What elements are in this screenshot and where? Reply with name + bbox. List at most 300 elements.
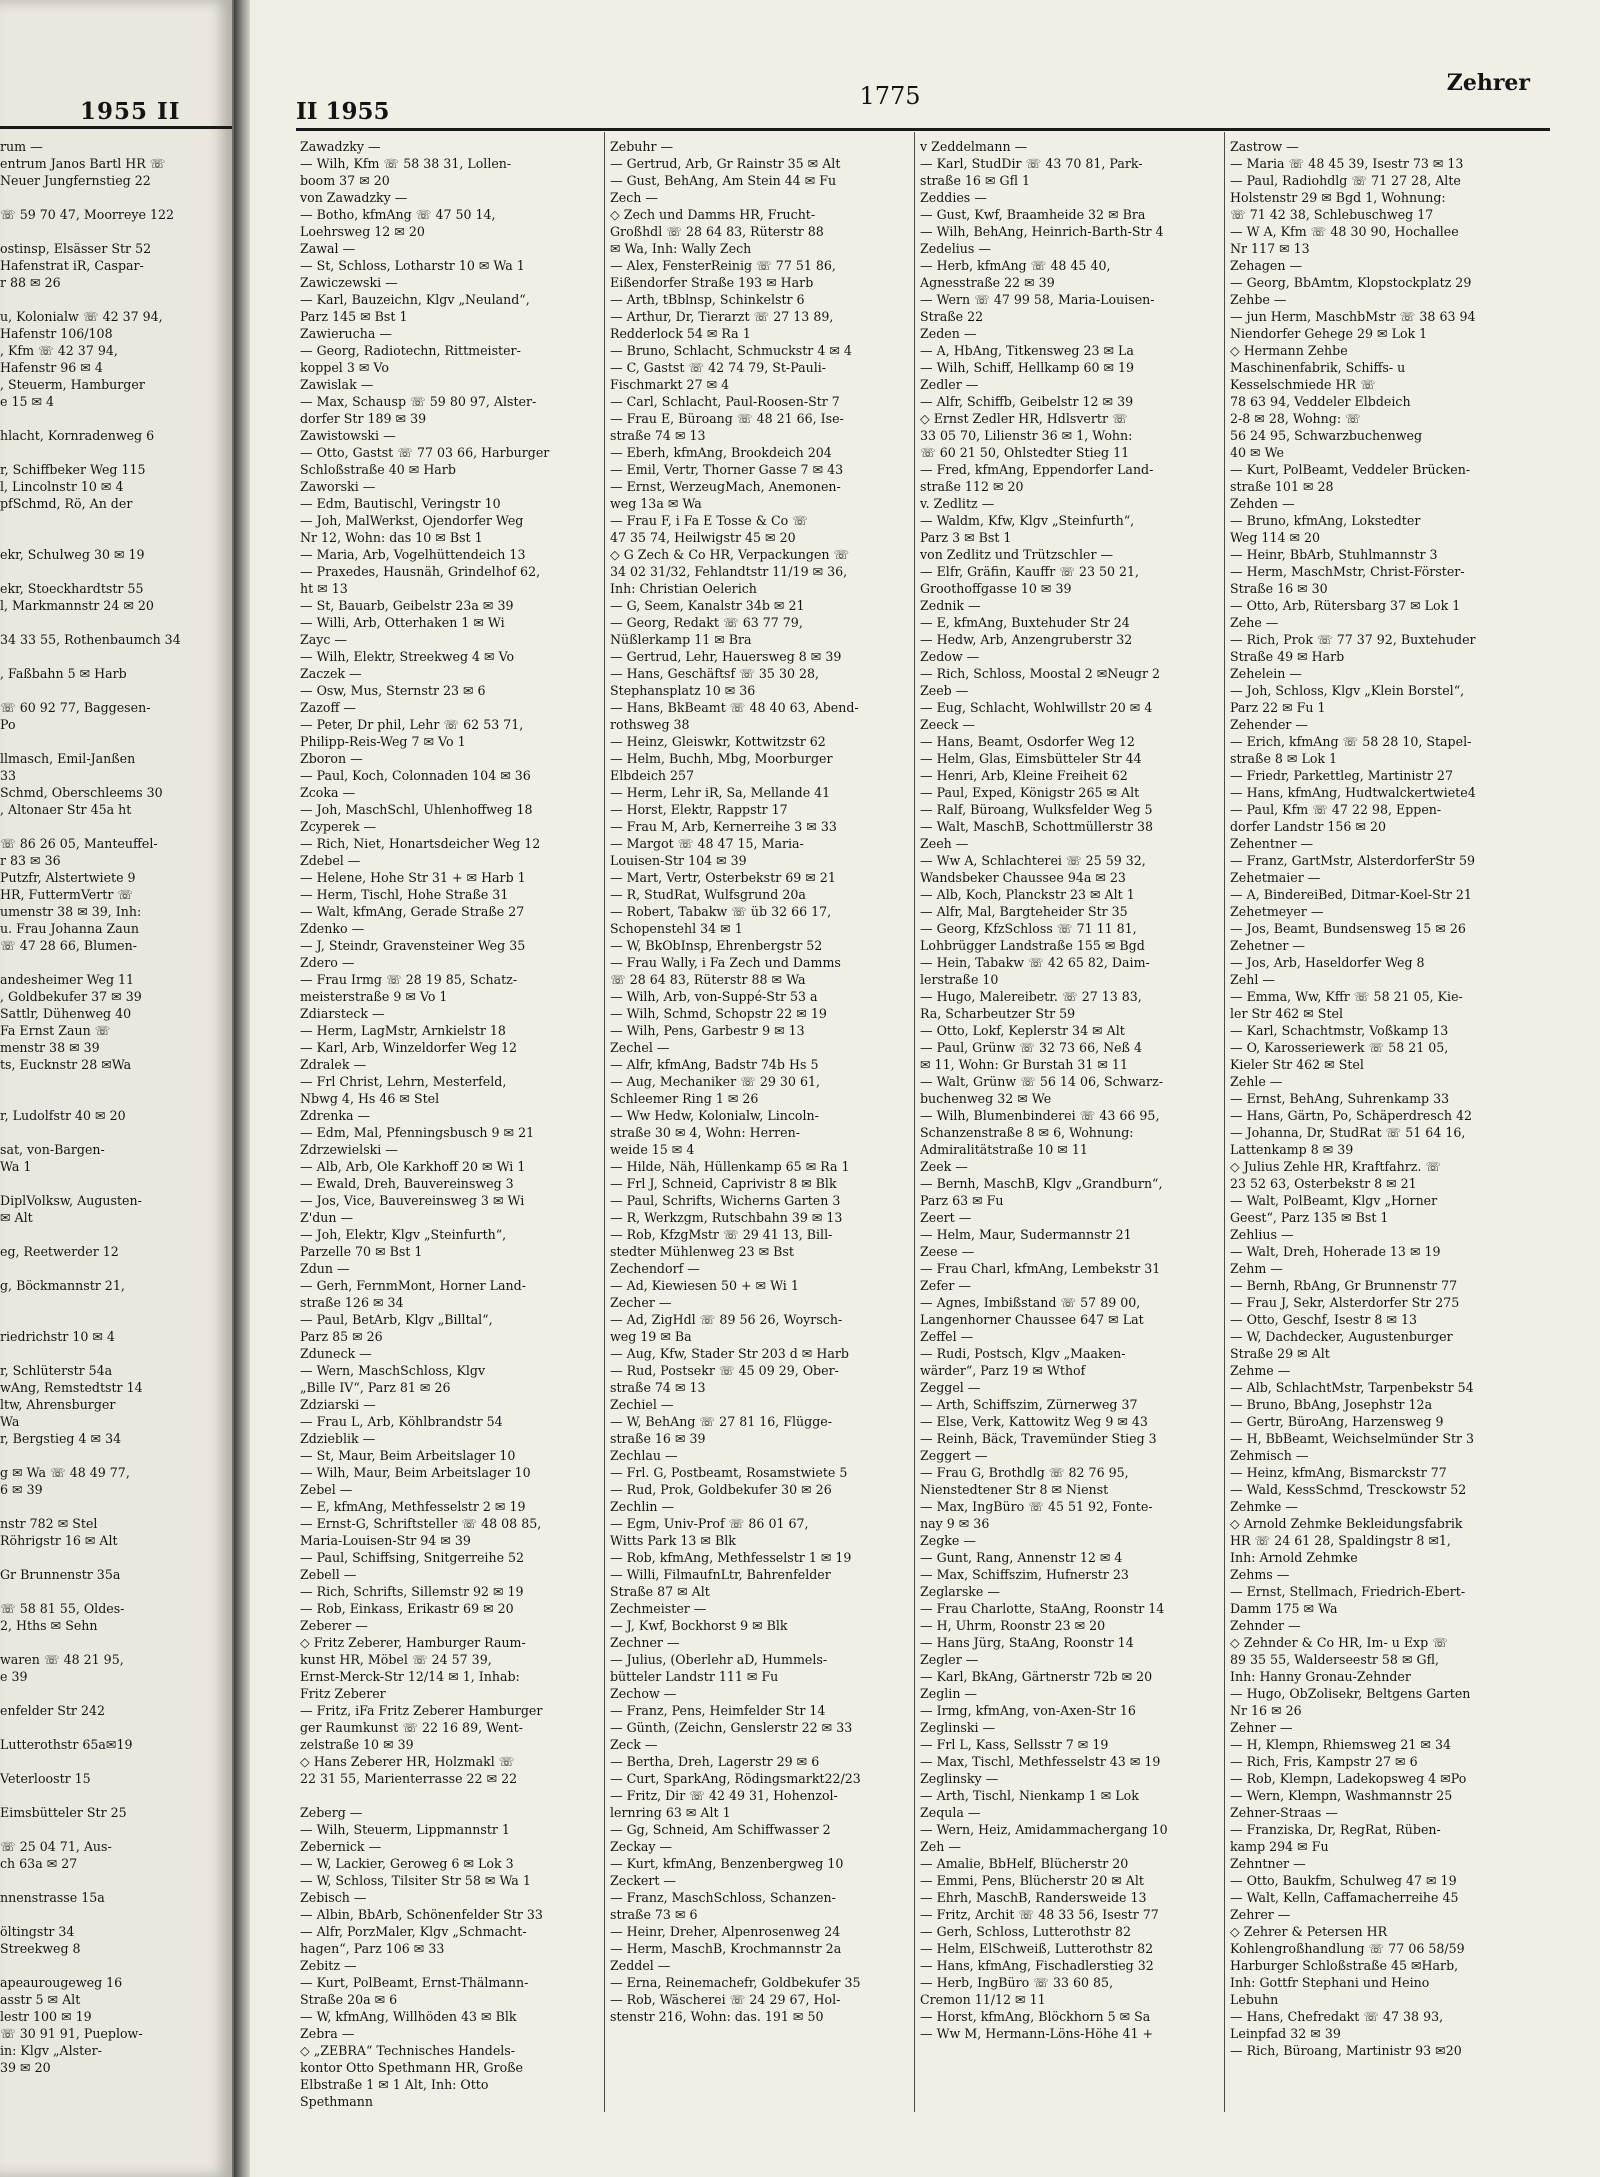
- directory-entry-line: Ernst-Merck-Str 12/14 ✉ 1, Inhab:: [300, 1669, 520, 1684]
- directory-entry-line: Zdebel —: [300, 853, 361, 868]
- directory-entry-line: Zehentner —: [1230, 836, 1314, 851]
- directory-entry-line: v. Zedlitz —: [920, 496, 995, 511]
- directory-line: Gr Brunnenstr 35a: [0, 1567, 121, 1582]
- directory-entry-line: kamp 294 ✉ Fu: [1230, 1839, 1329, 1854]
- directory-entry-line: Zaworski —: [300, 479, 376, 494]
- directory-line: [0, 1345, 232, 1362]
- directory-line: [0, 1906, 232, 1923]
- directory-entry-line: — Gg, Schneid, Am Schiffwasser 2: [610, 1822, 831, 1837]
- directory-entry-line: Nüßlerkamp 11 ✉ Bra: [610, 632, 752, 647]
- directory-line: Wa 1: [0, 1159, 32, 1174]
- directory-entry-line: Geest“, Parz 135 ✉ Bst 1: [1230, 1210, 1389, 1225]
- directory-line: l, Markmannstr 24 ✉ 20: [0, 598, 154, 613]
- directory-entry-line: Zechiel —: [610, 1397, 674, 1412]
- directory-entry-line: — Ewald, Dreh, Bauvereinsweg 3: [300, 1176, 514, 1191]
- directory-entry-line: straße 73 ✉ 6: [610, 1907, 698, 1922]
- directory-entry-line: — Frau J, Sekr, Alsterdorfer Str 275: [1230, 1295, 1460, 1310]
- directory-entry-line: — Hans, BkBeamt ☏ 48 40 63, Abend-: [610, 700, 859, 715]
- directory-entry-line: — Paul, BetArb, Klgv „Billtal“,: [300, 1312, 493, 1327]
- directory-entry-line: Zehelein —: [1230, 666, 1302, 681]
- directory-entry-line: straße 126 ✉ 34: [300, 1295, 404, 1310]
- directory-entry-line: — Otto, Lokf, Keplerstr 34 ✉ Alt: [920, 1023, 1125, 1038]
- directory-line: [0, 614, 232, 631]
- directory-line: ts, Eucknstr 28 ✉Wa: [0, 1057, 132, 1072]
- directory-entry-line: — Frau Wally, i Fa Zech und Damms: [610, 955, 841, 970]
- directory-entry-line: — Wilh, Schiff, Hellkamp 60 ✉ 19: [920, 360, 1135, 375]
- directory-entry-line: Cremon 11/12 ✉ 11: [920, 1992, 1046, 2007]
- directory-entry-line: Langenhorner Chaussee 647 ✉ Lat: [920, 1312, 1144, 1327]
- directory-entry-line: — Karl, Arb, Winzeldorfer Weg 12: [300, 1040, 517, 1055]
- directory-line: [0, 818, 232, 835]
- directory-entry-line: — Joh, MaschSchl, Uhlenhoffweg 18: [300, 802, 533, 817]
- directory-entry-line: — Ww Hedw, Kolonialw, Lincoln-: [610, 1108, 819, 1123]
- directory-entry-line: — Ehrh, MaschB, Randersweide 13: [920, 1890, 1147, 1905]
- directory-entry-line: Zeberg —: [300, 1805, 363, 1820]
- directory-entry-line: — Joh, Schloss, Klgv „Klein Borstel“,: [1230, 683, 1465, 698]
- directory-entry-line: Zeffel —: [920, 1329, 974, 1344]
- directory-line: ☏ 58 81 55, Oldes-: [0, 1601, 125, 1616]
- directory-line: [0, 1498, 232, 1515]
- directory-entry-line: Agnesstraße 22 ✉ 39: [920, 275, 1055, 290]
- directory-entry-line: — Herb, IngBüro ☏ 33 60 85,: [920, 1975, 1114, 1990]
- directory-entry-line: — Edm, Mal, Pfenningsbusch 9 ✉ 21: [300, 1125, 535, 1140]
- directory-entry-line: — Willi, Arb, Otterhaken 1 ✉ Wi: [300, 615, 505, 630]
- directory-line: [0, 1226, 232, 1243]
- directory-line: Röhrigstr 16 ✉ Alt: [0, 1533, 118, 1548]
- directory-entry-line: Zednik —: [920, 598, 981, 613]
- right-header-rule: [296, 128, 1550, 131]
- directory-entry-line: — Max, IngBüro ☏ 45 51 92, Fonte-: [920, 1499, 1153, 1514]
- directory-line: g, Böckmannstr 21,: [0, 1278, 125, 1293]
- directory-entry-line: Zcyperek —: [300, 819, 377, 834]
- directory-entry-line: — Helene, Hohe Str 31 + ✉ Harb 1: [300, 870, 526, 885]
- directory-entry-line: — Walt, PolBeamt, Klgv „Horner: [1230, 1193, 1438, 1208]
- directory-entry-line: — Elfr, Gräfin, Kauffr ☏ 23 50 21,: [920, 564, 1140, 579]
- directory-entry-line: — Gertr, BüroAng, Harzensweg 9: [1230, 1414, 1444, 1429]
- directory-column-4: [1230, 138, 1530, 2059]
- directory-entry-line: — Frau Charl, kfmAng, Lembekstr 31: [920, 1261, 1161, 1276]
- directory-entry-line: Straße 22: [920, 309, 984, 324]
- directory-entry-line: ☏ 60 21 50, Ohlstedter Stieg 11: [920, 445, 1130, 460]
- directory-entry-line: 89 35 55, Walderseestr 58 ✉ Gfl,: [1230, 1652, 1439, 1667]
- directory-entry-line: Schanzenstraße 8 ✉ 6, Wohnung:: [920, 1125, 1134, 1140]
- directory-entry-line: — Fred, kfmAng, Eppendorfer Land-: [920, 462, 1154, 477]
- directory-entry-line: Zawal —: [300, 241, 356, 256]
- directory-entry-line: — Franz, Pens, Heimfelder Str 14: [610, 1703, 826, 1718]
- directory-entry-line: — Horst, Elektr, Rappstr 17: [610, 802, 788, 817]
- directory-entry-line: Zeglinski —: [920, 1720, 996, 1735]
- directory-entry-line: Zehetmeyer —: [1230, 904, 1324, 919]
- directory-entry-line: — Gertrud, Arb, Gr Rainstr 35 ✉ Alt: [610, 156, 841, 171]
- directory-line: r, Schiffbeker Weg 115: [0, 462, 146, 477]
- directory-line: andesheimer Weg 11: [0, 972, 135, 987]
- directory-line: Wa: [0, 1414, 20, 1429]
- directory-line: wAng, Remstedtstr 14: [0, 1380, 143, 1395]
- directory-entry-line: Zehms —: [1230, 1567, 1290, 1582]
- directory-line: enfelder Str 242: [0, 1703, 105, 1718]
- directory-entry-line: — Alfr, kfmAng, Badstr 74b Hs 5: [610, 1057, 819, 1072]
- directory-entry-line: — Wald, KessSchmd, Tresckowstr 52: [1230, 1482, 1467, 1497]
- directory-line: r, Ludolfstr 40 ✉ 20: [0, 1108, 126, 1123]
- directory-entry-line: Zebell —: [300, 1567, 357, 1582]
- directory-entry-line: Nr 12, Wohn: das 10 ✉ Bst 1: [300, 530, 483, 545]
- directory-entry-line: — W, BehAng ☏ 27 81 16, Flügge-: [610, 1414, 832, 1429]
- directory-entry-line: — Paul, Grünw ☏ 32 73 66, Neß 4: [920, 1040, 1142, 1055]
- directory-entry-line: Zeck —: [610, 1737, 658, 1752]
- directory-entry-line: Zehetner —: [1230, 938, 1306, 953]
- directory-entry-line: — Kurt, PolBeamt, Ernst-Thälmann-: [300, 1975, 529, 1990]
- directory-entry-line: — Bruno, Schlacht, Schmuckstr 4 ✉ 4: [610, 343, 852, 358]
- directory-entry-line: — R, Werkzgm, Rutschbahn 39 ✉ 13: [610, 1210, 843, 1225]
- directory-entry-line: — Karl, Bauzeichn, Klgv „Neuland“,: [300, 292, 530, 307]
- directory-entry-line: ger Raumkunst ☏ 22 16 89, Went-: [300, 1720, 523, 1735]
- directory-entry-line: — Bertha, Dreh, Lagerstr 29 ✉ 6: [610, 1754, 820, 1769]
- directory-entry-line: — Praxedes, Hausnäh, Grindelhof 62,: [300, 564, 541, 579]
- directory-entry-line: Parz 22 ✉ Fu 1: [1230, 700, 1326, 715]
- directory-line: eg, Reetwerder 12: [0, 1244, 119, 1259]
- directory-entry-line: Zeglinsky —: [920, 1771, 999, 1786]
- directory-entry-line: — Wilh, Blumenbinderei ☏ 43 66 95,: [920, 1108, 1160, 1123]
- directory-entry-line: — Rob, KfzgMstr ☏ 29 41 13, Bill-: [610, 1227, 833, 1242]
- directory-entry-line: ht ✉ 13: [300, 581, 348, 596]
- directory-entry-line: — Erich, kfmAng ☏ 58 28 10, Stapel-: [1230, 734, 1472, 749]
- directory-entry-line: — Waldm, Kfw, Klgv „Steinfurth“,: [920, 513, 1135, 528]
- directory-entry-line: Zechlau —: [610, 1448, 678, 1463]
- directory-entry-line: — Osw, Mus, Sternstr 23 ✉ 6: [300, 683, 486, 698]
- directory-entry-line: — Bruno, kfmAng, Lokstedter: [1230, 513, 1421, 528]
- directory-entry-line: — Herm, MaschB, Krochmannstr 2a: [610, 1941, 842, 1956]
- directory-entry-line: Spethmann: [300, 2094, 373, 2109]
- directory-entry-line: — Gerh, FernmMont, Horner Land-: [300, 1278, 526, 1293]
- directory-line: [0, 444, 232, 461]
- directory-entry-line: — Rich, Prok ☏ 77 37 92, Buxtehuder: [1230, 632, 1476, 647]
- directory-line: in: Klgv „Alster-: [0, 2043, 102, 2058]
- directory-entry-line: — Eberh, kfmAng, Brookdeich 204: [610, 445, 832, 460]
- directory-line: [0, 529, 232, 546]
- directory-entry-line: [300, 1787, 600, 1804]
- directory-entry-line: Eißendorfer Straße 193 ✉ Harb: [610, 275, 814, 290]
- directory-entry-line: Zeh —: [920, 1839, 961, 1854]
- directory-entry-line: Zdzieblik —: [300, 1431, 376, 1446]
- directory-line: pfSchmd, Rö, An der: [0, 496, 133, 511]
- directory-line: ekr, Stoeckhardtstr 55: [0, 581, 144, 596]
- directory-entry-line: Zdziarski —: [300, 1397, 376, 1412]
- directory-entry-line: Lohbrügger Landstraße 155 ✉ Bgd: [920, 938, 1145, 953]
- directory-entry-line: — Amalie, BbHelf, Blücherstr 20: [920, 1856, 1129, 1871]
- directory-entry-line: ◇ Hermann Zehbe: [1230, 343, 1348, 358]
- directory-entry-line: — Mart, Vertr, Osterbekstr 69 ✉ 21: [610, 870, 836, 885]
- directory-entry-line: — Georg, KfzSchloss ☏ 71 11 81,: [920, 921, 1137, 936]
- directory-entry-line: Z'dun —: [300, 1210, 354, 1225]
- directory-entry-line: lernring 63 ✉ Alt 1: [610, 1805, 731, 1820]
- directory-entry-line: Schleemer Ring 1 ✉ 26: [610, 1091, 759, 1106]
- directory-entry-line: — Agnes, Imbißstand ☏ 57 89 00,: [920, 1295, 1141, 1310]
- directory-line: , Steuerm, Hamburger: [0, 377, 145, 392]
- directory-entry-line: — Emma, Ww, Kffr ☏ 58 21 05, Kie-: [1230, 989, 1463, 1004]
- directory-line: l, Lincolnstr 10 ✉ 4: [0, 479, 124, 494]
- directory-line: Po: [0, 717, 16, 732]
- directory-entry-line: — Arthur, Dr, Tierarzt ☏ 27 13 89,: [610, 309, 834, 324]
- directory-entry-line: — E, kfmAng, Methfesselstr 2 ✉ 19: [300, 1499, 526, 1514]
- directory-entry-line: stenstr 216, Wohn: das. 191 ✉ 50: [610, 2009, 824, 2024]
- directory-entry-line: — Joh, MalWerkst, Ojendorfer Weg: [300, 513, 524, 528]
- directory-entry-line: Maschinenfabrik, Schiffs- u: [1230, 360, 1406, 375]
- directory-entry-line: bütteler Landstr 111 ✉ Fu: [610, 1669, 779, 1684]
- directory-entry-line: — Arth, Tischl, Nienkamp 1 ✉ Lok: [920, 1788, 1139, 1803]
- directory-entry-line: — Walt, Grünw ☏ 56 14 06, Schwarz-: [920, 1074, 1163, 1089]
- directory-entry-line: — Albin, BbArb, Schönenfelder Str 33: [300, 1907, 543, 1922]
- directory-line: [0, 223, 232, 240]
- directory-entry-line: Lattenkamp 8 ✉ 39: [1230, 1142, 1354, 1157]
- directory-entry-line: — Hedw, Arb, Anzengruberstr 32: [920, 632, 1133, 647]
- directory-entry-line: Zegler —: [920, 1652, 979, 1667]
- directory-entry-line: ◇ Julius Zehle HR, Kraftfahrz. ☏: [1230, 1159, 1442, 1174]
- directory-line: [0, 1719, 232, 1736]
- directory-entry-line: — Margot ☏ 48 47 15, Maria-: [610, 836, 804, 851]
- directory-entry-line: Straße 49 ✉ Harb: [1230, 649, 1345, 664]
- directory-entry-line: — Georg, Radiotechn, Rittmeister-: [300, 343, 521, 358]
- directory-entry-line: — Robert, Tabakw ☏ üb 32 66 17,: [610, 904, 832, 919]
- directory-line: , Altonaer Str 45a ht: [0, 802, 132, 817]
- directory-line: entrum Janos Bartl HR ☏: [0, 156, 166, 171]
- directory-entry-line: Nbwg 4, Hs 46 ✉ Stel: [300, 1091, 440, 1106]
- directory-line: u. Frau Johanna Zaun: [0, 921, 139, 936]
- directory-entry-line: — Rich, Niet, Honartsdeicher Weg 12: [300, 836, 541, 851]
- directory-entry-line: — A, HbAng, Titkensweg 23 ✉ La: [920, 343, 1134, 358]
- directory-entry-line: Zawiczewski —: [300, 275, 398, 290]
- directory-entry-line: zelstraße 10 ✉ 39: [300, 1737, 414, 1752]
- directory-entry-line: — Maria ☏ 48 45 39, Isestr 73 ✉ 13: [1230, 156, 1464, 171]
- directory-entry-line: — Franziska, Dr, RegRat, Rüben-: [1230, 1822, 1441, 1837]
- directory-line: ✉ Alt: [0, 1210, 33, 1225]
- directory-entry-line: — Hilde, Näh, Hüllenkamp 65 ✉ Ra 1: [610, 1159, 850, 1174]
- directory-entry-line: Zech —: [610, 190, 658, 205]
- directory-entry-line: Zehlius —: [1230, 1227, 1294, 1242]
- directory-entry-line: Straße 20a ✉ 6: [300, 1992, 398, 2007]
- directory-entry-line: — Ernst, WerzeugMach, Anemonen-: [610, 479, 841, 494]
- directory-column-2: [610, 138, 910, 2025]
- directory-entry-line: Inh: Christian Oelerich: [610, 581, 757, 596]
- directory-entry-line: — W, Dachdecker, Augustenburger: [1230, 1329, 1453, 1344]
- directory-entry-line: — Edm, Bautischl, Veringstr 10: [300, 496, 501, 511]
- directory-entry-line: Zeden —: [920, 326, 977, 341]
- directory-entry-line: Zeeb —: [920, 683, 969, 698]
- directory-entry-line: Zdrzewielski —: [300, 1142, 398, 1157]
- directory-entry-line: Stephansplatz 10 ✉ 36: [610, 683, 756, 698]
- directory-entry-line: Zaczek —: [300, 666, 362, 681]
- directory-entry-line: — Helm, Buchh, Mbg, Moorburger: [610, 751, 833, 766]
- directory-entry-line: Maria-Louisen-Str 94 ✉ 39: [300, 1533, 471, 1548]
- directory-entry-line: Zehe —: [1230, 615, 1279, 630]
- directory-entry-line: — Hans, kfmAng, Fischadlerstieg 32: [920, 1958, 1154, 1973]
- directory-line: ekr, Schulweg 30 ✉ 19: [0, 547, 145, 562]
- directory-line: 6 ✉ 39: [0, 1482, 43, 1497]
- directory-line: 33: [0, 768, 17, 783]
- directory-entry-line: — Frau L, Arb, Köhlbrandstr 54: [300, 1414, 503, 1429]
- directory-line: [0, 189, 232, 206]
- directory-entry-line: — Ernst, BehAng, Suhrenkamp 33: [1230, 1091, 1450, 1106]
- directory-entry-line: Zedow —: [920, 649, 980, 664]
- directory-entry-line: 23 52 63, Osterbekstr 8 ✉ 21: [1230, 1176, 1417, 1191]
- directory-entry-line: Schloßstraße 40 ✉ Harb: [300, 462, 456, 477]
- directory-entry-line: Zehme —: [1230, 1363, 1291, 1378]
- directory-line: Veterloostr 15: [0, 1771, 91, 1786]
- directory-entry-line: 22 31 55, Marienterrasse 22 ✉ 22: [300, 1771, 518, 1786]
- directory-entry-line: Zechner —: [610, 1635, 680, 1650]
- directory-entry-line: — E, kfmAng, Buxtehuder Str 24: [920, 615, 1130, 630]
- directory-line: ☏ 30 91 91, Pueplow-: [0, 2026, 143, 2041]
- left-page: [0, 0, 234, 2177]
- directory-entry-line: Zeggert —: [920, 1448, 988, 1463]
- directory-entry-line: — Hugo, Malereibetr. ☏ 27 13 83,: [920, 989, 1142, 1004]
- directory-line: e 39: [0, 1669, 28, 1684]
- directory-entry-line: 78 63 94, Veddeler Elbdeich: [1230, 394, 1411, 409]
- directory-entry-line: — Emmi, Pens, Blücherstr 20 ✉ Alt: [920, 1873, 1144, 1888]
- directory-entry-line: Zebra —: [300, 2026, 355, 2041]
- directory-entry-line: weg 19 ✉ Ba: [610, 1329, 692, 1344]
- directory-line: [0, 1685, 232, 1702]
- directory-entry-line: rothsweg 38: [610, 717, 690, 732]
- directory-entry-line: — Frl Christ, Lehrn, Mesterfeld,: [300, 1074, 507, 1089]
- left-header-rule: [0, 126, 232, 129]
- directory-line: [0, 1549, 232, 1566]
- directory-entry-line: straße 74 ✉ 13: [610, 1380, 706, 1395]
- directory-entry-line: — R, StudRat, Wulfsgrund 20a: [610, 887, 806, 902]
- directory-line: Hafenstrat iR, Caspar-: [0, 258, 144, 273]
- directory-entry-line: Zecher —: [610, 1295, 672, 1310]
- directory-entry-line: Zdun —: [300, 1261, 350, 1276]
- directory-line: 39 ✉ 20: [0, 2060, 51, 2075]
- directory-entry-line: — W, kfmAng, Willhöden 43 ✉ Blk: [300, 2009, 517, 2024]
- directory-entry-line: — Wilh, Kfm ☏ 58 38 31, Lollen-: [300, 156, 512, 171]
- running-head-surname: Zehrer: [1446, 70, 1530, 96]
- directory-entry-line: — Fritz, iFa Fritz Zeberer Hamburger: [300, 1703, 543, 1718]
- directory-line: [0, 1821, 232, 1838]
- directory-entry-line: — H, BbBeamt, Weichselmünder Str 3: [1230, 1431, 1475, 1446]
- directory-entry-line: Zdiarsteck —: [300, 1006, 385, 1021]
- directory-entry-line: — Aug, Kfw, Stader Str 203 d ✉ Harb: [610, 1346, 849, 1361]
- directory-entry-line: — Georg, BbAmtm, Klopstockplatz 29: [1230, 275, 1472, 290]
- directory-entry-line: Zebitz —: [300, 1958, 357, 1973]
- directory-entry-line: Zedelius —: [920, 241, 991, 256]
- directory-entry-line: Parz 3 ✉ Bst 1: [920, 530, 1012, 545]
- directory-line: nstr 782 ✉ Stel: [0, 1516, 98, 1531]
- directory-entry-line: — Rob, Einkass, Erikastr 69 ✉ 20: [300, 1601, 514, 1616]
- directory-line: u, Kolonialw ☏ 42 37 94,: [0, 309, 163, 324]
- column-divider: [914, 132, 915, 2112]
- directory-line: r 88 ✉ 26: [0, 275, 61, 290]
- directory-entry-line: — Frau M, Arb, Kernerreihe 3 ✉ 33: [610, 819, 837, 834]
- directory-entry-line: — Alfr, PorzMaler, Klgv „Schmacht-: [300, 1924, 527, 1939]
- directory-entry-line: — Wern, Klempn, Washmannstr 25: [1230, 1788, 1453, 1803]
- directory-entry-line: — Otto, Gastst ☏ 77 03 66, Harburger: [300, 445, 550, 460]
- directory-entry-line: straße 8 ✉ Lok 1: [1230, 751, 1338, 766]
- directory-entry-line: Zebuhr —: [610, 139, 674, 154]
- directory-entry-line: ◇ G Zech & Co HR, Verpackungen ☏: [610, 547, 850, 562]
- directory-entry-line: — Frl J, Schneid, Caprivistr 8 ✉ Blk: [610, 1176, 837, 1191]
- directory-entry-line: HR ☏ 24 61 28, Spaldingstr 8 ✉1,: [1230, 1533, 1451, 1548]
- directory-entry-line: — Ralf, Büroang, Wulksfelder Weg 5: [920, 802, 1153, 817]
- directory-entry-line: Zboron —: [300, 751, 363, 766]
- directory-entry-line: — Hugo, ObZolisekr, Beltgens Garten: [1230, 1686, 1471, 1701]
- directory-entry-line: ◇ Zech und Damms HR, Frucht-: [610, 207, 816, 222]
- directory-entry-line: Inh: Arnold Zehmke: [1230, 1550, 1358, 1565]
- directory-entry-line: — Fritz, Dir ☏ 42 49 31, Hohenzol-: [610, 1788, 838, 1803]
- directory-entry-line: — Frau Irmg ☏ 28 19 85, Schatz-: [300, 972, 518, 987]
- directory-entry-line: 47 35 74, Heilwigstr 45 ✉ 20: [610, 530, 796, 545]
- directory-entry-line: Parzelle 70 ✉ Bst 1: [300, 1244, 423, 1259]
- directory-entry-line: — Eug, Schlacht, Wohlwillstr 20 ✉ 4: [920, 700, 1153, 715]
- directory-entry-line: Schopenstehl 34 ✉ 1: [610, 921, 743, 936]
- directory-line: ostinsp, Elsässer Str 52: [0, 241, 152, 256]
- directory-entry-line: — Paul, Koch, Colonnaden 104 ✉ 36: [300, 768, 531, 783]
- directory-entry-line: — Max, Schiffszim, Hufnerstr 23: [920, 1567, 1129, 1582]
- directory-entry-line: Zazoff —: [300, 700, 357, 715]
- directory-entry-line: — Julius, (Oberlehr aD, Hummels-: [610, 1652, 828, 1667]
- directory-entry-line: — Wilh, Steuerm, Lippmannstr 1: [300, 1822, 510, 1837]
- directory-line: [0, 1124, 232, 1141]
- directory-entry-line: Zehden —: [1230, 496, 1295, 511]
- directory-entry-line: dorfer Str 189 ✉ 39: [300, 411, 427, 426]
- directory-entry-line: meisterstraße 9 ✉ Vo 1: [300, 989, 448, 1004]
- directory-entry-line: — H, Uhrm, Roonstr 23 ✉ 20: [920, 1618, 1106, 1633]
- directory-entry-line: — Jos, Beamt, Bundsensweg 15 ✉ 26: [1230, 921, 1466, 936]
- directory-entry-line: Zeese —: [920, 1244, 975, 1259]
- directory-entry-line: Witts Park 13 ✉ Blk: [610, 1533, 736, 1548]
- directory-entry-line: koppel 3 ✉ Vo: [300, 360, 389, 375]
- directory-entry-line: 33 05 70, Lilienstr 36 ✉ 1, Wohn:: [920, 428, 1133, 443]
- directory-entry-line: Zebernick —: [300, 1839, 382, 1854]
- page-number: 1775: [859, 82, 921, 110]
- directory-entry-line: — Paul, Schrifts, Wicherns Garten 3: [610, 1193, 841, 1208]
- directory-entry-line: — Heinz, kfmAng, Bismarckstr 77: [1230, 1465, 1447, 1480]
- directory-entry-line: — J, Steindr, Gravensteiner Weg 35: [300, 938, 526, 953]
- left-page-header: 1955 II: [80, 98, 181, 125]
- directory-entry-line: — Henri, Arb, Kleine Freiheit 62: [920, 768, 1128, 783]
- directory-line: llmasch, Emil-Janßen: [0, 751, 136, 766]
- directory-entry-line: Zeckay —: [610, 1839, 673, 1854]
- directory-entry-line: dorfer Landstr 156 ✉ 20: [1230, 819, 1387, 834]
- directory-entry-line: Parz 145 ✉ Bst 1: [300, 309, 408, 324]
- directory-entry-line: Straße 16 ✉ 30: [1230, 581, 1328, 596]
- directory-entry-line: Zawislak —: [300, 377, 374, 392]
- directory-entry-line: — W, Lackier, Geroweg 6 ✉ Lok 3: [300, 1856, 514, 1871]
- directory-line: 2, Hths ✉ Sehn: [0, 1618, 98, 1633]
- directory-entry-line: — Helm, ElSchweiß, Lutterothstr 82: [920, 1941, 1154, 1956]
- directory-entry-line: — Bruno, BbAng, Josephstr 12a: [1230, 1397, 1433, 1412]
- directory-entry-line: — W, BkObInsp, Ehrenbergstr 52: [610, 938, 823, 953]
- directory-entry-line: straße 112 ✉ 20: [920, 479, 1024, 494]
- directory-line: r, Schlüterstr 54a: [0, 1363, 113, 1378]
- directory-entry-line: Zechmeister —: [610, 1601, 707, 1616]
- directory-entry-line: — H, Klempn, Rhiemsweg 21 ✉ 34: [1230, 1737, 1451, 1752]
- directory-entry-line: Zastrow —: [1230, 139, 1299, 154]
- directory-line: [0, 1311, 232, 1328]
- directory-entry-line: — Walt, kfmAng, Gerade Straße 27: [300, 904, 525, 919]
- directory-line: Streekweg 8: [0, 1941, 81, 1956]
- directory-entry-line: Zehm —: [1230, 1261, 1283, 1276]
- directory-entry-line: — J, Kwf, Bockhorst 9 ✉ Blk: [610, 1618, 788, 1633]
- directory-entry-line: — Herm, MaschMstr, Christ-Förster-: [1230, 564, 1465, 579]
- directory-entry-line: — Else, Verk, Kattowitz Weg 9 ✉ 43: [920, 1414, 1148, 1429]
- directory-entry-line: 34 02 31/32, Fehlandtstr 11/19 ✉ 36,: [610, 564, 848, 579]
- directory-entry-line: — Alex, FensterReinig ☏ 77 51 86,: [610, 258, 836, 273]
- directory-entry-line: Zeeck —: [920, 717, 975, 732]
- directory-line: [0, 291, 232, 308]
- directory-entry-line: — Walt, Kelln, Caffamacherreihe 45: [1230, 1890, 1459, 1905]
- directory-entry-line: Elbstraße 1 ✉ 1 Alt, Inh: Otto: [300, 2077, 489, 2092]
- directory-line: Hafenstr 106/108: [0, 326, 113, 341]
